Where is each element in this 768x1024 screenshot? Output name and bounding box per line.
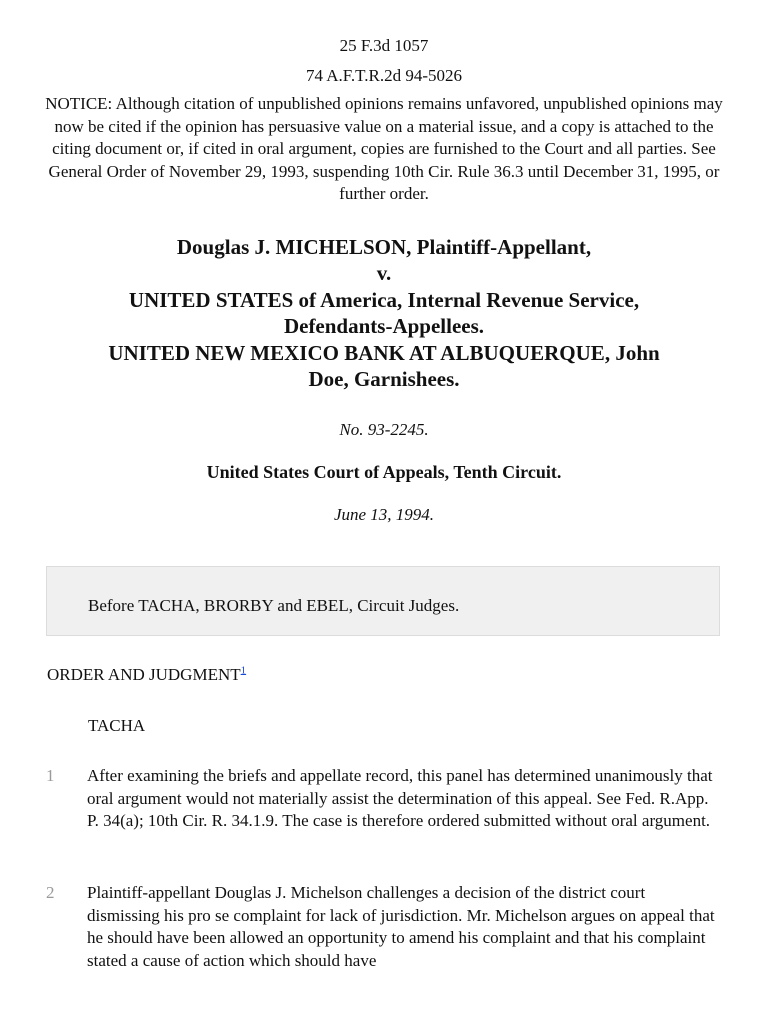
caption-garnishee-line1: UNITED NEW MEXICO BANK AT ALBUQUERQUE, John xyxy=(108,340,660,365)
caption-garnishee-line2: Doe, Garnishees. xyxy=(308,367,460,391)
order-title-text: ORDER AND JUDGMENT xyxy=(47,665,241,684)
unpublished-notice: NOTICE: Although citation of unpublished opinions remains unfavored, unpublished opinions may now be cited if the opinion has persuasive value on a material issue, and a copy is attached to the citing document or, if cited in oral argument, copies are furnished to the Court and all parties. See General Order of November 29, 1993, suspending 10th Cir. Rule 36.3 until December 31, 1995, or further order. xyxy=(45,94,723,203)
order-title xyxy=(47,664,246,686)
docket-number: No. 93-2245. xyxy=(339,419,429,439)
judges-panel: Before TACHA, BRORBY and EBEL, Circuit Judges. xyxy=(88,596,460,615)
caption-defendant-line2: Defendants-Appellees. xyxy=(283,314,485,338)
opinion-author: TACHA xyxy=(88,716,146,735)
paragraph-text: After examining the briefs and appellate record, this panel has determined unanimously that oral argument would not materially assist the determination of this appeal. See Fed. R.App. P. 34(a); 10th Cir. R. 34.1.9. The case is therefore ordered submitted without oral argument. xyxy=(87,766,713,830)
judges-panel-box xyxy=(46,566,720,636)
caption-versus: v. xyxy=(376,261,392,285)
footnote-link[interactable]: 1 xyxy=(240,664,247,677)
caption-plaintiff: Douglas J. MICHELSON, Plaintiff-Appellant, xyxy=(176,234,592,259)
document-header xyxy=(0,0,768,206)
case-caption xyxy=(0,234,768,393)
caption-defendant-line1: UNITED STATES of America, Internal Revenue Service, xyxy=(128,287,640,312)
paragraph-number: 2 xyxy=(46,883,55,902)
reporter-citation: 25 F.3d 1057 xyxy=(339,36,429,55)
court-name: United States Court of Appeals, Tenth Circuit. xyxy=(206,461,562,482)
decision-date: June 13, 1994. xyxy=(333,504,435,524)
tax-reporter-citation: 74 A.F.T.R.2d 94-5026 xyxy=(305,66,463,85)
paragraph-number: 1 xyxy=(46,766,55,785)
paragraph-text: Plaintiff-appellant Douglas J. Michelson challenges a decision of the district court dismissing his pro se complaint for lack of jurisdiction. Mr. Michelson argues on appeal that he should have been allowed an opportunity to amend his complaint and that his complaint stated a cause of action which should have xyxy=(87,883,715,970)
